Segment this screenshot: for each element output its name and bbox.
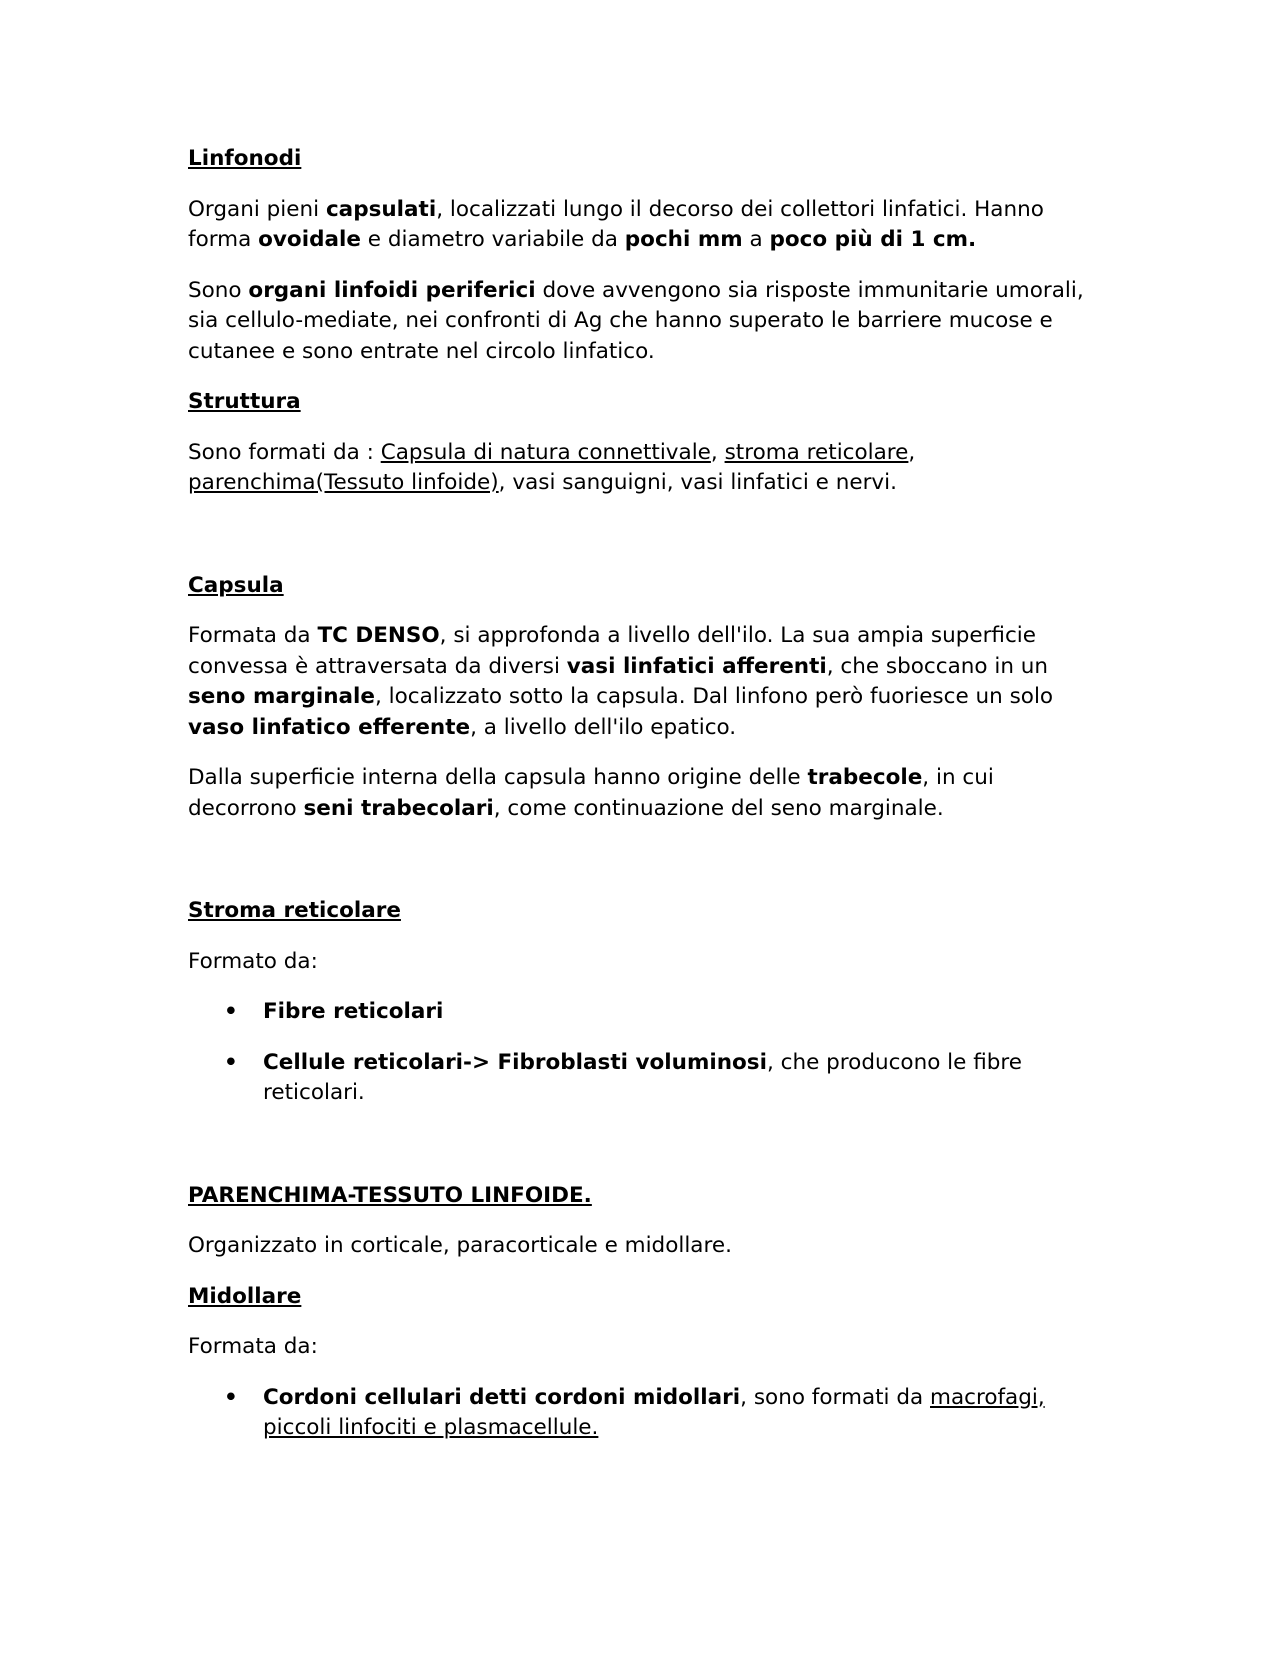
- heading-capsula: Capsula: [188, 572, 284, 598]
- underlined-term: Capsula di natura connettivale: [380, 439, 711, 465]
- bold-term: vasi linfatici afferenti: [566, 653, 827, 679]
- heading-linfonodi: Linfonodi: [188, 146, 302, 171]
- list-item: • Cellule reticolari-> Fibroblasti voluminosi, che producono le fibre reticolari.: [224, 1049, 1022, 1105]
- bold-term: ovoidale: [258, 227, 361, 252]
- paragraph-linfonodi-description: Organi pieni capsulati, localizzati lungo il decorso dei collettori linfatici. Hanno forma ovoidale e diametro variabile da pochi mm a poco più di 1 cm.: [188, 196, 1044, 252]
- paragraph-capsula-2: Dalla superficie interna della capsula hanno origine delle trabecole, in cui decorrono seni trabecolari, come continuazione del seno marginale.: [188, 765, 994, 821]
- list-stroma: [188, 997, 1088, 1109]
- paragraph-linfonodi-function: Sono organi linfoidi periferici dove avvengono sia risposte immunitarie umorali, sia cellulo-mediate, nei confronti di Ag che hanno superato le barriere mucose e cutanee e sono entrate nel circolo linfatico.: [188, 277, 1084, 364]
- list-item: • Cordoni cellulari detti cordoni midollari, sono formati da macrofagi, piccoli linfociti e plasmacellule.: [224, 1384, 1045, 1440]
- bold-term: Cordoni cellulari detti cordoni midollari: [263, 1384, 741, 1410]
- heading-stroma-reticolare: Stroma reticolare: [188, 898, 401, 923]
- heading-midollare: Midollare: [188, 1283, 302, 1309]
- bold-term: seno marginale: [188, 684, 375, 709]
- heading-parenchima: PARENCHIMA-TESSUTO LINFOIDE.: [188, 1182, 592, 1208]
- blank-line: [188, 844, 1088, 896]
- bold-term: Cellule reticolari-> Fibroblasti voluminosi: [263, 1049, 767, 1075]
- bullet-icon: •: [224, 1049, 238, 1075]
- paragraph-struttura: Sono formati da : Capsula di natura connettivale, stroma reticolare, parenchima(Tessuto linfoide), vasi sanguigni, vasi linfatici e nervi.: [188, 439, 916, 495]
- list-item: [188, 997, 1088, 1028]
- underlined-term: stroma reticolare: [724, 439, 909, 465]
- bullet-icon: •: [224, 1384, 238, 1410]
- bold-term: TC DENSO: [317, 623, 440, 648]
- paragraph-parenchima-intro: Organizzato in corticale, paracorticale e midollare.: [188, 1233, 732, 1258]
- document-body: [188, 144, 1088, 1464]
- paragraph-stroma-intro: Formato da:: [188, 948, 318, 974]
- bold-term: organi linfoidi periferici: [248, 277, 536, 303]
- blank-line: [188, 1129, 1088, 1181]
- list-midollare: [188, 1383, 1088, 1444]
- bold-term: pochi mm: [624, 227, 743, 252]
- underlined-term: macrofagi, piccoli linfociti e plasmacellule.: [263, 1384, 1045, 1440]
- bold-term: trabecole: [807, 765, 923, 790]
- bold-term: seni trabecolari: [303, 795, 494, 821]
- bullet-icon: •: [224, 999, 238, 1024]
- paragraph-capsula-1: Formata da TC DENSO, si approfonda a livello dell'ilo. La sua ampia superficie convessa è attraversata da diversi vasi linfatici afferenti, che sboccano in un seno marginale, localizzato sotto la capsula. Dal linfono però fuoriesce un solo vaso linfatico efferente, a livello dell'ilo epatico.: [188, 623, 1054, 740]
- paragraph-midollare-intro: Formata da:: [188, 1334, 318, 1359]
- bold-term: Fibre reticolari: [263, 999, 444, 1024]
- bold-term: vaso linfatico efferente: [188, 714, 471, 740]
- bold-term: capsulati: [325, 196, 437, 222]
- underlined-term: parenchima(Tessuto linfoide): [188, 470, 499, 495]
- bold-term: poco più di 1 cm.: [769, 227, 977, 252]
- blank-line: [188, 519, 1088, 571]
- heading-struttura: Struttura: [188, 389, 301, 414]
